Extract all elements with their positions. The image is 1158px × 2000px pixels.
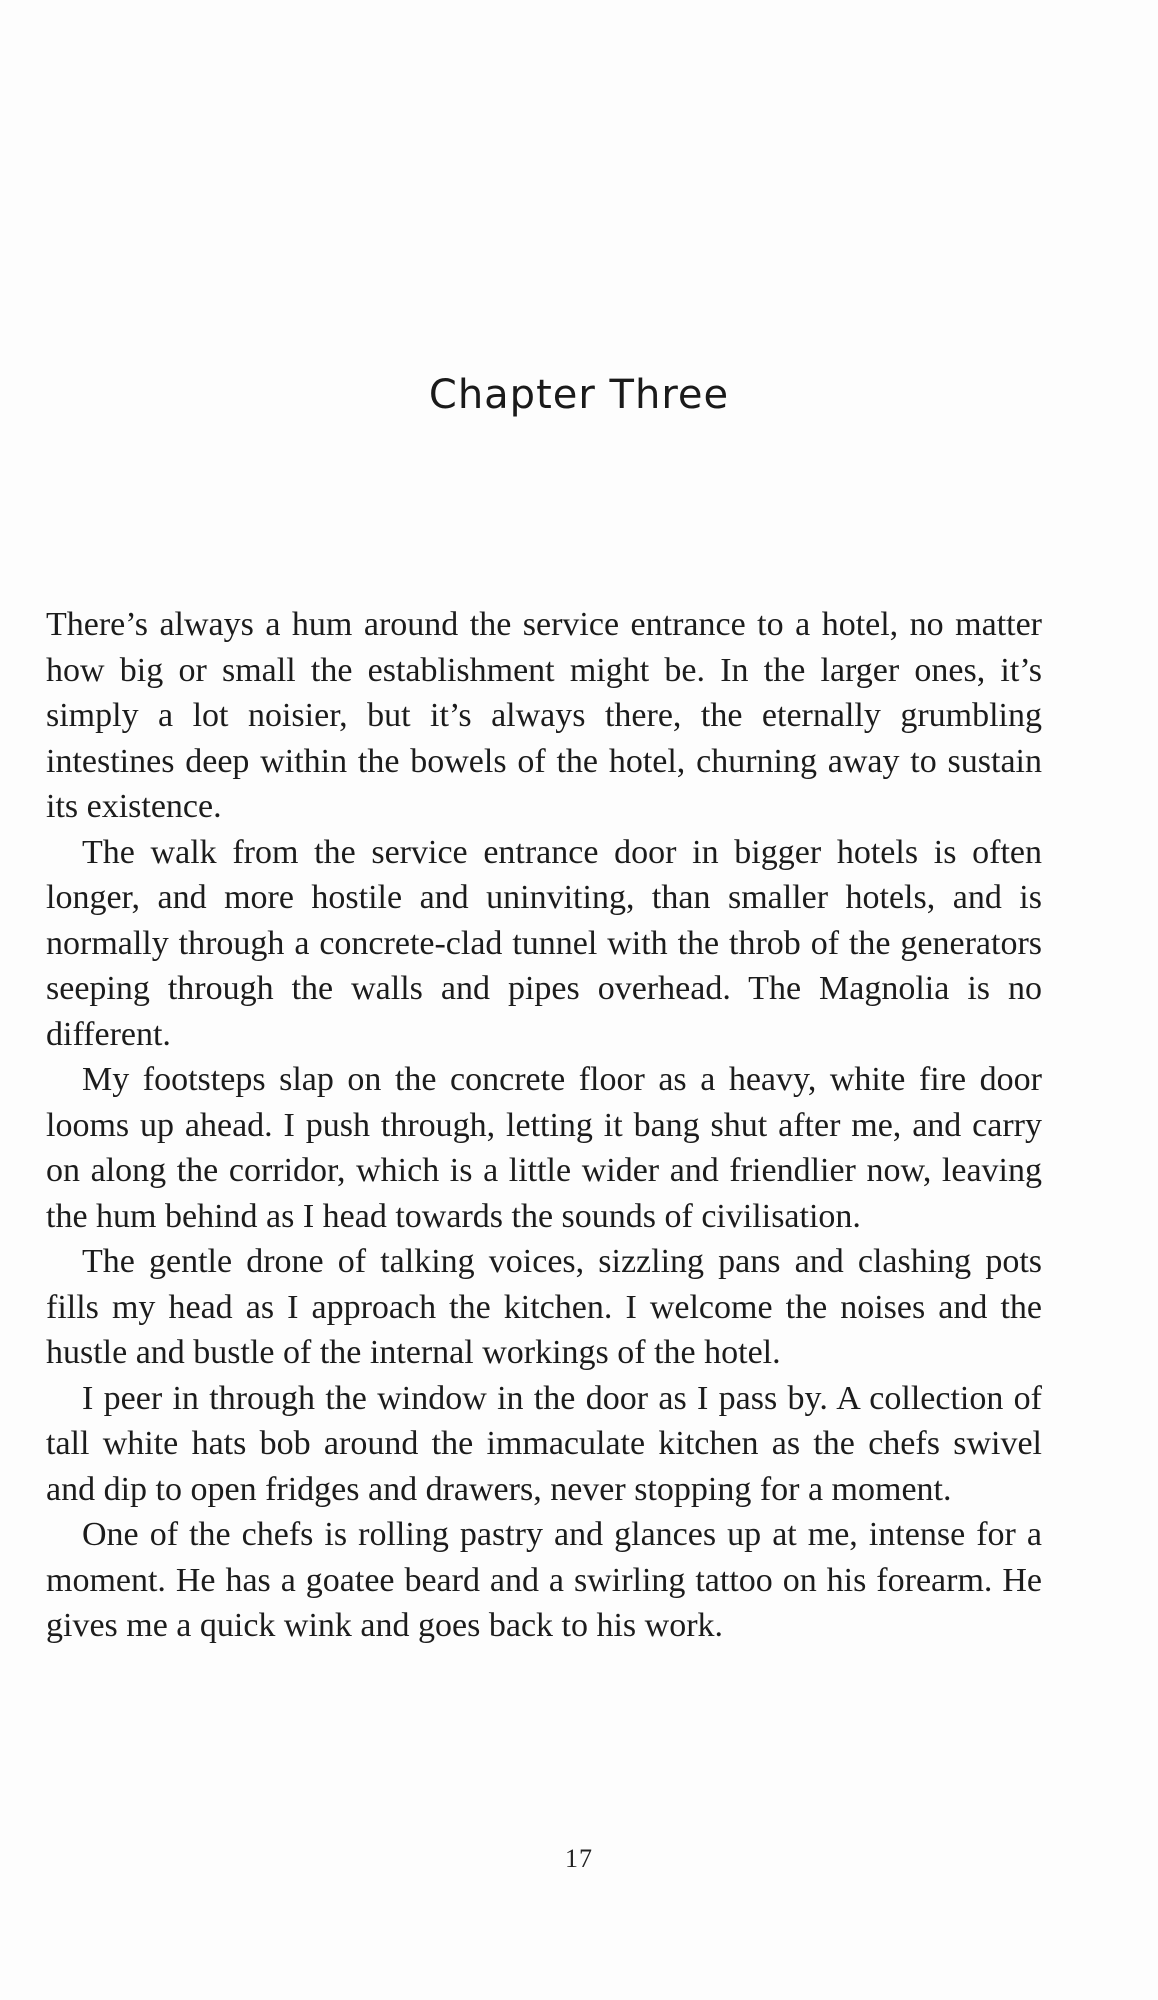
paragraph: There’s always a hum around the service entrance to a hotel, no matter how big or small the establishment might be. In the larger ones, it’s simply a lot noisier, but it’s always there, the eternally grumbling intestines deep within the bowels of the hotel, churning away to sustain its existence. — [46, 606, 1042, 825]
paragraph: I peer in through the window in the door as I pass by. A collection of tall white hats bob around the immaculate kitchen as the chefs swivel and dip to open fridges and drawers, never stopping for a moment. — [46, 1379, 1042, 1508]
page-number: 17 — [565, 1844, 593, 1873]
paragraph: My footsteps slap on the concrete floor as a heavy, white fire door looms up ahead. I push through, letting it bang shut after me, and carry on along the corridor, which is a little wider and friendlier now, leaving the hum behind as I head towards the sounds of civilisation. — [46, 1061, 1042, 1235]
body-text — [46, 602, 1042, 1649]
chapter-title: Chapter Three — [428, 372, 730, 418]
paragraph: The walk from the service entrance door in bigger hotels is often longer, and more hostile and uninviting, than smaller hotels, and is normally through a concrete-clad tunnel with the throb of the generators seeping through the walls and pipes overhead. The Magnolia is no different. — [46, 833, 1042, 1053]
paragraph: One of the chefs is rolling pastry and glances up at me, intense for a moment. He has a goatee beard and a swirling tattoo on his forearm. He gives me a quick wink and goes back to his work. — [46, 1516, 1042, 1644]
paragraph: The gentle drone of talking voices, sizzling pans and clashing pots fills my head as I approach the kitchen. I welcome the noises and the hustle and bustle of the internal workings of the hotel. — [46, 1243, 1042, 1371]
